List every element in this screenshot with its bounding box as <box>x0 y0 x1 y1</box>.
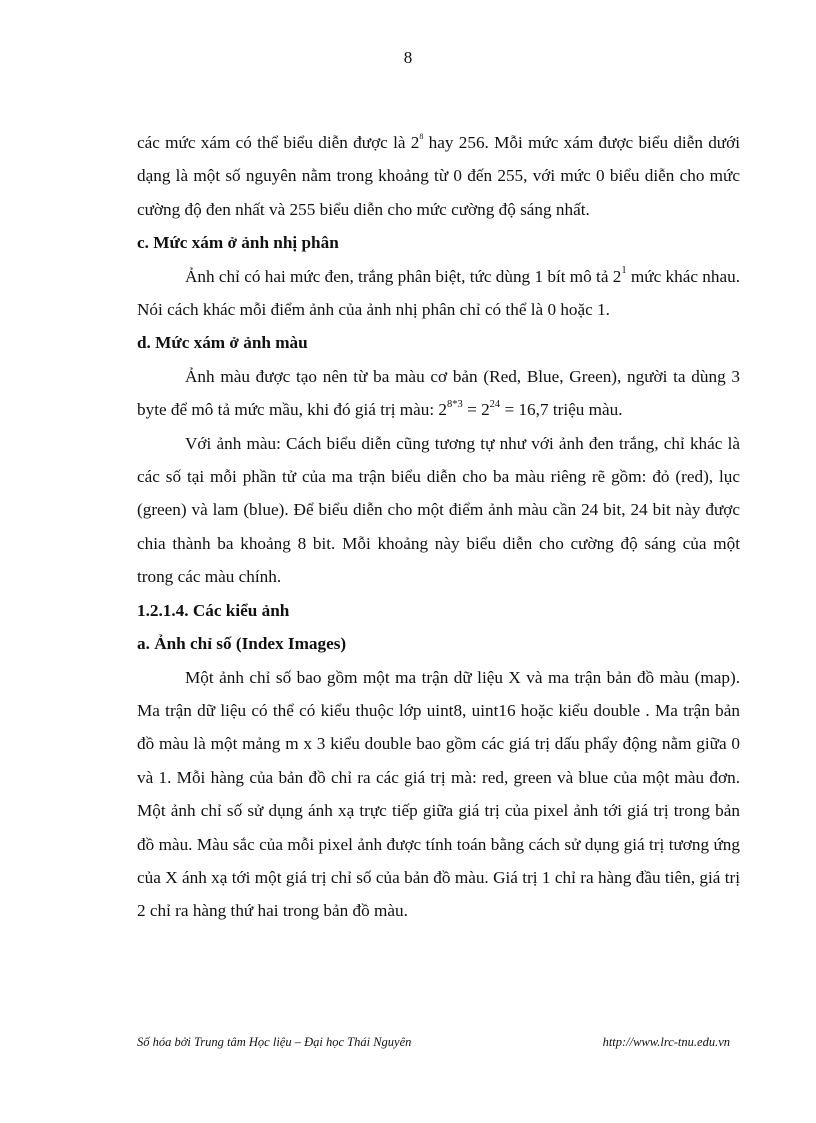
paragraph-color-channels: Với ảnh màu: Cách biểu diễn cũng tương tự như với ảnh đen trắng, chỉ khác là các số tại mỗi phần tử của ma trận biểu diễn cho ba màu riêng rẽ gồm: đỏ (red), lục (green) và lam (blue). Để biểu diễn cho một điểm ảnh màu cần 24 bit, 24 bit này được chia thành ba khoảng 8 bit. Mỗi khoảng này biểu diễn cho cường độ sáng của một trong các màu chính. <box>137 433 740 587</box>
text-fragment: hay 256. Mỗi mức xám được biểu diễn dưới dạng là một số nguyên nằm trong khoảng từ 0 đến 255, với mức 0 biểu diễn cho mức cường độ đen nhất và 255 biểu diễn cho mức cường độ sáng nhất. <box>137 133 740 219</box>
paragraph-index-images: Một ảnh chỉ số bao gồm một ma trận dữ liệu X và ma trận bản đồ màu (map). Ma trận dữ liệu có thể có kiểu thuộc lớp uint8, uint16 hoặc kiểu double . Ma trận bản đồ màu là một mảng m x 3 kiểu double bao gồm các giá trị dấu phẩy động nằm giữa 0 và 1. Mỗi hàng của bản đồ chỉ ra các giá trị mà: red, green và blue của một màu đơn. Một ảnh chỉ số sử dụng ánh xạ trực tiếp giữa giá trị của pixel ảnh tới giá trị trong bản đồ màu. Màu sắc của mỗi pixel ảnh được tính toán bằng cách sử dụng giá trị tương ứng của X ánh xạ tới một giá trị chỉ số của bản đồ màu. Giá trị 1 chỉ ra hàng đầu tiên, giá trị 2 chỉ ra hàng thứ hai trong bản đồ màu. <box>137 667 740 921</box>
heading-image-types: 1.2.1.4. Các kiểu ảnh <box>137 600 290 620</box>
document-body <box>137 126 740 928</box>
paragraph-binary <box>137 260 740 327</box>
page-footer <box>137 1035 740 1050</box>
text-fragment: Ảnh màu được tạo nên từ ba màu cơ bản (Red, Blue, Green), người ta dùng 3 byte để mô tả mức mầu, khi đó giá trị màu: 2 <box>137 366 740 420</box>
superscript: 8 <box>419 132 424 142</box>
text-fragment: = 16,7 triệu màu. <box>500 400 623 420</box>
superscript: 1 <box>621 264 627 276</box>
footer-url: http://www.lrc-tnu.edu.vn <box>602 1035 730 1049</box>
heading-index-images: a. Ảnh chỉ số (Index Images) <box>137 634 347 654</box>
page-number: 8 <box>403 48 413 67</box>
superscript: 8*3 <box>447 398 463 410</box>
heading-color-gray: d. Mức xám ở ảnh màu <box>137 333 308 353</box>
footer-source: Số hóa bởi Trung tâm Học liệu – Đại học Thái Nguyên <box>137 1035 412 1049</box>
text-fragment: các mức xám có thể biểu diễn được là 2 <box>137 133 420 152</box>
heading-binary-gray: c. Mức xám ở ảnh nhị phân <box>137 233 339 253</box>
paragraph-color-bytes <box>137 360 740 427</box>
superscript: 24 <box>489 398 501 410</box>
text-fragment: = 2 <box>462 400 490 420</box>
paragraph-gray-levels <box>137 126 740 226</box>
text-fragment: Ảnh chỉ có hai mức đen, trắng phân biệt, tức dùng 1 bít mô tả 2 <box>185 266 622 286</box>
text-fragment: mức khác nhau. Nói cách khác mỗi điểm ảnh của ảnh nhị phân chỉ có thể là 0 hoặc 1. <box>137 266 740 320</box>
